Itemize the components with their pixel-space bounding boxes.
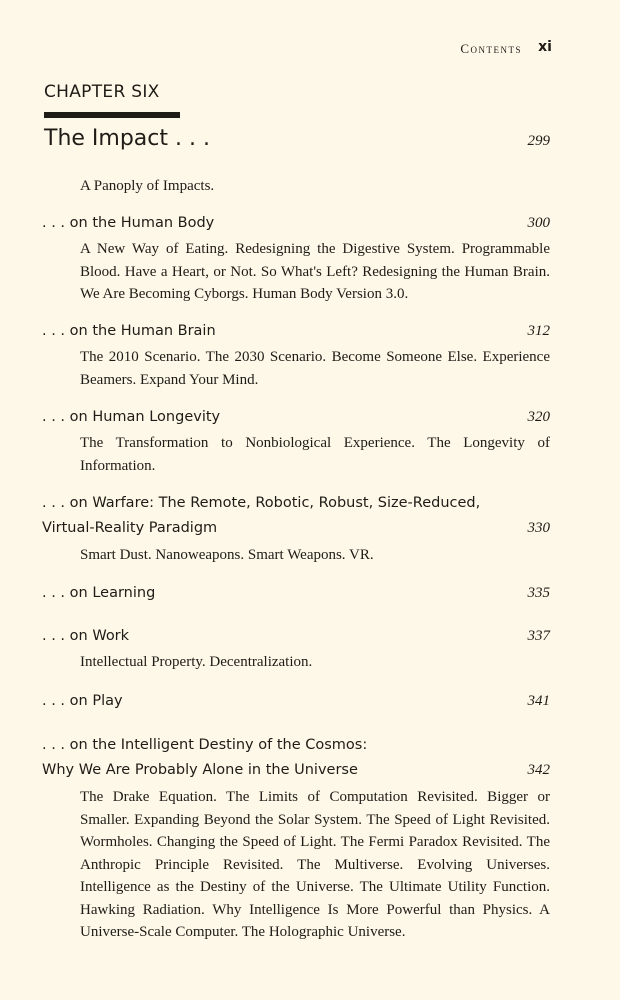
chapter-intro: A Panoply of Impacts.: [80, 178, 215, 194]
entry-page-number: 330: [527, 520, 550, 536]
toc-entry-heading[interactable]: [42, 689, 550, 714]
entry-heading-line: . . . on Work: [42, 628, 130, 644]
toc-entry-heading[interactable]: [42, 319, 550, 344]
entry-description: A New Way of Eating. Redesigning the Digestive System. Programmable Blood. Have a Heart, or Not. So What's Left? Redesigning the Human Brain. We Are Becoming Cyborgs. Human Body Version 3.0.: [80, 241, 550, 302]
entry-heading-line: . . . on Learning: [42, 585, 156, 601]
running-head-section: Contents: [460, 41, 522, 56]
entry-page-number: 337: [527, 628, 550, 644]
entry-heading-line: . . . on Warfare: The Remote, Robotic, Robust, Size-Reduced,: [42, 495, 481, 511]
entry-heading-line: . . . on the Intelligent Destiny of the Cosmos:: [42, 737, 368, 753]
toc-entry-heading[interactable]: [42, 405, 550, 430]
entry-heading-line: . . . on the Human Body: [42, 215, 215, 231]
entry-page-number: 341: [527, 693, 550, 709]
chapter-label: CHAPTER SIX: [44, 82, 160, 102]
entry-page-number: 342: [527, 762, 550, 778]
entry-page-number: 300: [527, 215, 550, 231]
chapter-rule: [44, 112, 180, 118]
entry-description: Intellectual Property. Decentralization.: [80, 654, 313, 670]
entry-heading-line: . . . on the Human Brain: [42, 323, 216, 339]
entry-heading-line: . . . on Human Longevity: [42, 409, 221, 425]
toc-entry-heading[interactable]: [42, 624, 550, 649]
entry-page-number: 312: [527, 323, 550, 339]
entry-description: Smart Dust. Nanoweapons. Smart Weapons. VR.: [80, 547, 374, 563]
entry-description: The Transformation to Nonbiological Experience. The Longevity of Information.: [80, 435, 550, 474]
page-folio: xi: [538, 39, 552, 55]
entry-page-number: 320: [527, 409, 550, 425]
entry-heading-line: Why We Are Probably Alone in the Universe: [42, 762, 358, 778]
toc-entry-heading[interactable]: [42, 211, 550, 236]
toc-entry-heading[interactable]: [42, 491, 550, 541]
chapter-title: The Impact . . .: [44, 126, 210, 151]
entry-description: The 2010 Scenario. The 2030 Scenario. Become Someone Else. Experience Beamers. Expand Your Mind.: [80, 349, 550, 388]
chapter-page-number: 299: [527, 133, 550, 149]
entry-description: The Drake Equation. The Limits of Computation Revisited. Bigger or Smaller. Expanding Beyond the Solar System. The Speed of Light Revisited. Wormholes. Changing the Speed of Light. The Fermi Paradox Revisited. The Anthropic Principle Revisited. The Multiverse. Evolving Universes. Intelligence as the Destiny of the Universe. The Ultimate Utility Function. Hawking Radiation. Why Intelligence Is More Powerful than Physics. A Universe-Scale Computer. The Holographic Universe.: [80, 789, 550, 940]
entry-page-number: 335: [527, 585, 550, 601]
entry-heading-line: Virtual-Reality Paradigm: [42, 520, 218, 536]
toc-entry-heading[interactable]: [42, 581, 550, 606]
toc-entry-heading[interactable]: [42, 733, 550, 783]
entry-heading-line: . . . on Play: [42, 693, 123, 709]
